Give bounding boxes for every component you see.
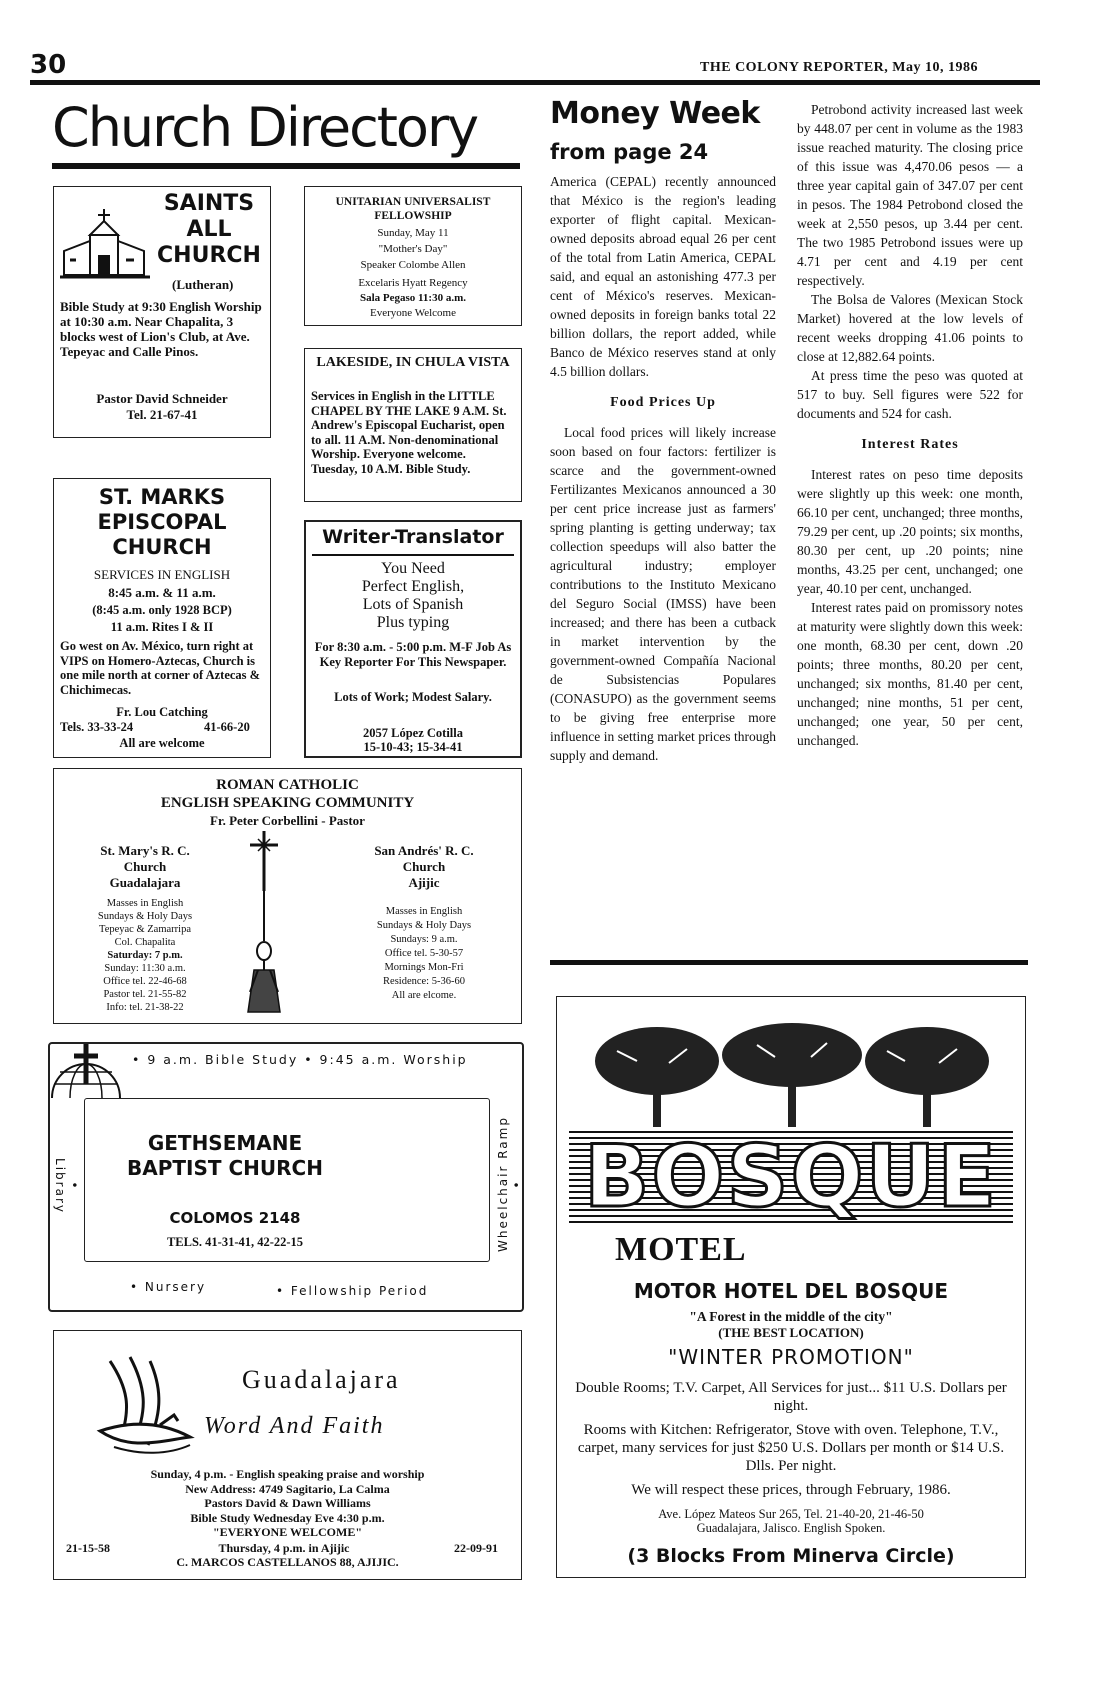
san-andres-name-3: Ajijic — [408, 875, 440, 890]
unitarian-date: Sunday, May 11 — [377, 227, 449, 239]
motel-promo: "WINTER PROMOTION" — [668, 1345, 914, 1369]
baptist-name-2: BAPTIST CHURCH — [127, 1156, 323, 1180]
san-andres-mornings: Mornings Mon-Fri — [384, 962, 464, 973]
money-col1-p2: Local food prices will likely increase soon based on four factors: fertilizer is scarce and the government-owned Fertilizantes Mexicanos announced a 30 per cent price increase just as farmers' spring planting is getting underway; tax collection speedups will also batter the agricultural industry; employer contributions to the Instituto Mexicano del Seguro Social (IMSS) have been increased; and there has been a cutback in market intervention by the government-owned Compañía Nacional de Subsistencias Populares (CONASUPO) as the government seems to be giving free enterprise more influence in setting market prices through supply and demand. — [550, 425, 776, 763]
writer-work: Lots of Work; Modest Salary. — [334, 690, 492, 704]
header-rule — [30, 80, 1040, 85]
money-rule — [550, 960, 1028, 965]
writer-pitch-1: You Need — [381, 560, 445, 577]
baptist-name-1: GETHSEMANE — [147, 1131, 303, 1155]
saints-body: Bible Study at 9:30 English Worship at 10:30 a.m. Near Chapalita, 3 blocks west of Lion's Club, at Ave. Tepeyac and Calle Pinos. — [60, 299, 262, 359]
san-andres-residence: Residence: 5-36-60 — [383, 976, 465, 987]
st-marks-tels-1: Tels. 33-33-24 — [60, 720, 134, 734]
st-marks-ad — [53, 478, 271, 758]
baptist-library: • Library — [53, 1158, 81, 1214]
catholic-subtitle: ENGLISH SPEAKING COMMUNITY — [160, 795, 415, 811]
st-marks-bcp: (8:45 a.m. only 1928 BCP) — [92, 603, 232, 617]
food-prices-heading: Food Prices Up — [610, 395, 716, 410]
saints-tel: Tel. 21-67-41 — [126, 407, 198, 422]
page-number: 30 — [30, 50, 67, 80]
word-faith-subtitle: Word And Faith — [204, 1413, 385, 1439]
st-marks-rites: 11 a.m. Rites I & II — [110, 620, 214, 634]
writer-rule — [312, 554, 514, 556]
money-col2-p5: Interest rates paid on promissory notes at maturity were slightly down this week: one month, 68.30 per cent, down .20 points; three months, 80.20 per cent, unchanged; six months, 81.40 per cent, unchanged; nine months, 51 per cent, unchanged; one year, 50 per cent, unchanged. — [797, 600, 1023, 748]
st-marks-rector: Fr. Lou Catching — [116, 705, 208, 719]
st-marys-col: Col. Chapalita — [114, 937, 176, 948]
st-marys-name-3: Guadalajara — [109, 875, 181, 890]
writer-pitch-4: Plus typing — [376, 614, 450, 631]
baptist-address: COLOMOS 2148 — [169, 1209, 301, 1227]
san-andres-office: Office tel. 5-30-57 — [384, 948, 464, 959]
wf-address2: C. MARCOS CASTELLANOS 88, AJIJIC. — [176, 1555, 399, 1569]
money-week-from: from page 24 — [550, 140, 709, 164]
st-marys-name-2: Church — [123, 859, 167, 874]
saints-name-2: ALL — [186, 217, 232, 242]
saints-denomination: (Lutheran) — [172, 277, 234, 292]
wf-body: Sunday, 4 p.m. - English speaking praise and worship — [150, 1467, 425, 1481]
globe-cross-icon — [46, 1040, 126, 1100]
lakeside-ad — [304, 348, 522, 502]
st-marks-name-3: CHURCH — [112, 535, 212, 559]
money-col2-p1: Petrobond activity increased last week by 448.07 per cent in volume as the 1983 issue reached maturity. The closing price of this issue was 4,470.06 pesos — a three year capital gain of 347.07 per cent in pesos. The 1984 Petrobond closed the week at 2,550 pesos, up 3.44 per cent. The two 1985 Petrobond issues were up 4.71 per cent and 4.19 per cent respectively. — [797, 102, 1023, 288]
unitarian-speaker: Speaker Colombe Allen — [360, 259, 466, 271]
st-marys-name-1: St. Mary's R. C. — [100, 843, 190, 858]
san-andres-name-2: Church — [402, 859, 446, 874]
money-col2-p2: The Bolsa de Valores (Mexican Stock Market) hovered at the low levels of recent weeks dropping 41.06 points to close at 12,882.64 points. — [797, 292, 1023, 364]
san-andres-days: Sundays & Holy Days — [376, 920, 472, 931]
title-rule — [52, 163, 520, 169]
st-marks-times: 8:45 a.m. & 11 a.m. — [108, 585, 216, 600]
motel-kitchen: Rooms with Kitchen: Refrigerator, Stove with oven. Telephone, T.V., carpet, many services for just $250 U.S. Dollars per month or $14 U.S. Dlls. Per night. — [577, 1422, 1005, 1474]
st-marys-sat: Saturday: 7 p.m. — [107, 950, 183, 961]
st-marks-welcome: All are welcome — [119, 736, 205, 750]
money-col2-p4: Interest rates on peso time deposits were slightly up this week: one month, 66.10 per cent, unchanged; three months, 79.29 per cent, up .20 points; six months, 80.30 per cent, up .20 points; nine months, 43.25 per cent, unchanged; one year, 40.10 per cent, unchanged. — [797, 467, 1023, 596]
trees-icon — [587, 1021, 997, 1131]
st-marys-masses: Masses in English — [106, 898, 184, 909]
san-andres-sun: Sundays: 9 a.m. — [390, 934, 458, 945]
writer-translator-ad — [304, 520, 522, 758]
church-building-icon — [60, 205, 150, 285]
baptist-fellowship: • Fellowship Period — [276, 1284, 429, 1298]
money-col1-p1: America (CEPAL) recently announced that México is the region's leading exporter of flight capital. Mexican-owned deposits abroad equal 26 per cent of the total from Latin America, CEPAL said, and equal an astonishing 477.3 per cent of México's reserves. Mexican-owned deposits in foreign banks total 22 billion dollars, the report added, while Banco de México reserves stand at only 4.5 billion dollars. — [550, 174, 776, 379]
unitarian-venue: Excelaris Hyatt Regency — [358, 277, 468, 289]
wf-pastors: Pastors David & Dawn Williams — [204, 1496, 371, 1510]
wf-address: New Address: 4749 Sagitario, La Calma — [185, 1481, 390, 1496]
writer-address: 2057 López Cotilla — [363, 726, 463, 740]
st-marys-info: Info: tel. 21-38-22 — [106, 1002, 184, 1013]
bosque-logo: BOSQUE — [569, 1127, 1013, 1227]
san-andres-masses: Masses in English — [385, 906, 463, 917]
saints-pastor: Pastor David Schneider — [96, 391, 228, 406]
baptist-wheelchair: Wheelchair Ramp • — [496, 1116, 524, 1252]
st-marks-directions: Go west on Av. México, turn right at VIPS on Homero-Aztecas, Church is one mile north at corner of Aztecas & Chichimecas. — [60, 639, 261, 697]
st-marys-pastor-tel: Pastor tel. 21-55-82 — [103, 989, 187, 1000]
writer-hours: For 8:30 a.m. - 5:00 p.m. M-F Job As Key Reporter For This Newspaper. — [314, 640, 512, 669]
writer-pitch-2: Perfect English, — [361, 578, 465, 595]
roman-catholic-ad — [53, 768, 522, 1024]
motel-double: Double Rooms; T.V. Carpet, All Services for just... $11 U.S. Dollars per night. — [575, 1380, 1007, 1414]
san-andres-welcome: All are elcome. — [391, 990, 457, 1001]
wf-study: Bible Study Wednesday Eve 4:30 p.m. — [190, 1510, 385, 1525]
baptist-top-text: • 9 a.m. Bible Study • 9:45 a.m. Worship — [132, 1052, 468, 1067]
motel-name: MOTOR HOTEL DEL BOSQUE — [633, 1279, 949, 1303]
st-marks-tels-2: 41-66-20 — [204, 720, 250, 734]
wf-phone-right: 22-09-91 — [454, 1541, 498, 1555]
motel-respect: We will respect these prices, through February, 1986. — [631, 1482, 951, 1498]
lakeside-title: LAKESIDE, IN CHULA VISTA — [316, 355, 510, 370]
wf-thursday: Thursday, 4 p.m. in Ajijic — [218, 1541, 350, 1555]
catholic-pastor: Fr. Peter Corbellini - Pastor — [210, 813, 365, 828]
baptist-nursery: • Nursery — [130, 1280, 207, 1294]
gethsemane-baptist-ad — [48, 1042, 524, 1312]
bosque-motel-ad — [556, 996, 1026, 1578]
st-marys-place: Tepeyac & Zamarripa — [99, 924, 191, 935]
st-marys-days: Sundays & Holy Days — [97, 911, 193, 922]
st-marks-services: SERVICES IN ENGLISH — [93, 567, 231, 582]
catholic-title: ROMAN CATHOLIC — [216, 777, 359, 793]
saints-all-church-ad — [53, 186, 271, 438]
writer-pitch-3: Lots of Spanish — [362, 596, 464, 613]
directory-title: Church Directory — [52, 96, 478, 159]
st-marks-name-2: EPISCOPAL — [97, 510, 227, 534]
word-and-faith-ad — [53, 1330, 522, 1580]
baptist-inner-panel — [84, 1098, 490, 1262]
unitarian-ad — [304, 186, 522, 326]
writer-title: Writer-Translator — [322, 526, 504, 548]
writer-phones: 15-10-43; 15-34-41 — [363, 740, 463, 754]
st-marys-sun: Sunday: 11:30 a.m. — [104, 963, 186, 974]
wf-phone-left: 21-15-58 — [66, 1541, 110, 1555]
motel-address: Ave. López Mateos Sur 265, Tel. 21-40-20, 21-46-50 — [658, 1507, 924, 1521]
dove-icon — [90, 1351, 200, 1461]
saints-name-1: SAINTS — [163, 191, 255, 216]
motel-location: (THE BEST LOCATION) — [718, 1325, 864, 1340]
st-marys-office: Office tel. 22-46-68 — [103, 976, 187, 987]
motel-city: Guadalajara, Jalisco. English Spoken. — [696, 1521, 886, 1535]
unitarian-title: UNITARIAN UNIVERSALIST FELLOWSHIP — [335, 196, 491, 222]
unitarian-room: Sala Pegaso 11:30 a.m. — [359, 292, 467, 304]
motel-tagline: "A Forest in the middle of the city" — [689, 1309, 893, 1324]
money-week-title: Money Week — [550, 96, 760, 131]
st-marks-name-1: ST. MARKS — [98, 485, 226, 509]
unitarian-topic: "Mother's Day" — [378, 243, 448, 255]
wf-welcome: "EVERYONE WELCOME" — [212, 1525, 363, 1539]
saints-name-3: CHURCH — [157, 243, 261, 268]
san-andres-name-1: San Andrés' R. C. — [374, 843, 474, 858]
baptist-tels: TELS. 41-31-41, 42-22-15 — [166, 1235, 304, 1249]
money-col2-p3: At press time the peso was quoted at 517 to buy. Sell figures were 522 for documents and 524 for cash. — [797, 368, 1023, 421]
interest-rates-heading: Interest Rates — [861, 437, 959, 452]
unitarian-welcome: Everyone Welcome — [370, 307, 456, 319]
lakeside-body: Services in English in the LITTLE CHAPEL BY THE LAKE 9 A.M. St. Andrew's Episcopal Eucharist, open to all. 11 A.M. Non-denominational Worship. Everyone welcome. Tuesday, 10 A.M. Bible Study. — [311, 389, 507, 476]
motel-word: MOTEL — [615, 1231, 747, 1268]
crucifix-icon — [234, 827, 294, 1017]
motel-blocks: (3 Blocks From Minerva Circle) — [627, 1545, 955, 1567]
publication-line: THE COLONY REPORTER, May 10, 1986 — [700, 60, 979, 75]
guadalajara-title: Guadalajara — [242, 1365, 401, 1394]
